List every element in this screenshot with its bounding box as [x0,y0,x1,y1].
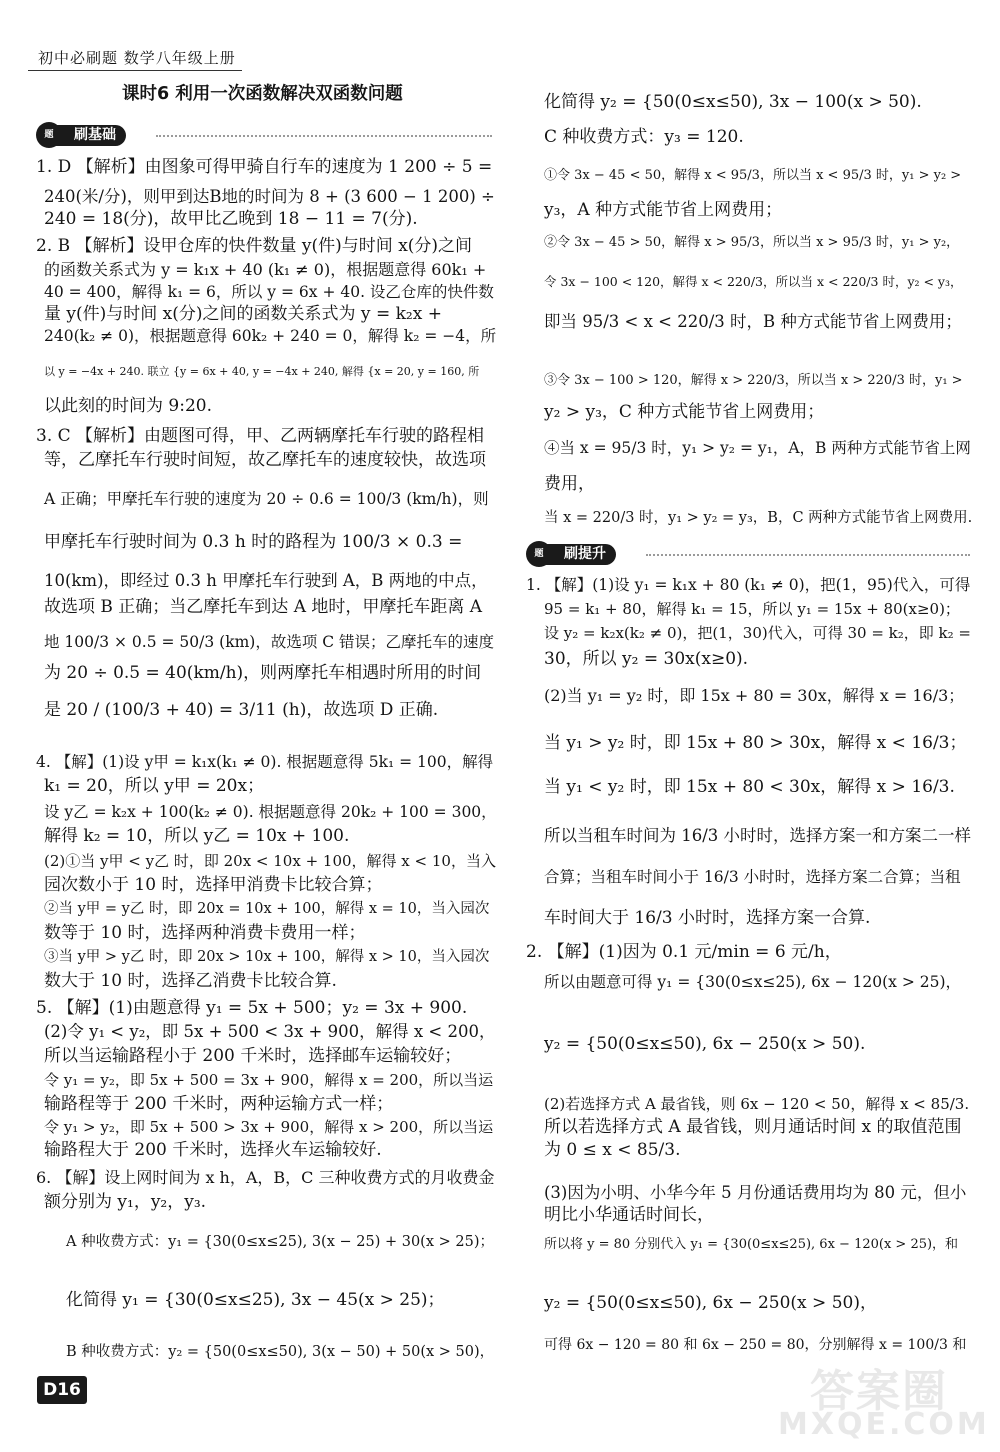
left-text-line: 6. 【解】设上网时间为 x h，A，B，C 三种收费方式的月收费金 [36,1168,495,1187]
left-text-line: A 正确；甲摩托车行驶的速度为 20 ÷ 0.6 = 100/3 (km/h)，则 [44,490,489,508]
right-text-line: 当 x = 220/3 时，y₁ > y₂ = y₃，B，C 两种方式能节省上网费用. [544,510,973,526]
right-text-line: y₂ > y₃，C 种方式能节省上网费用； [544,402,825,422]
watermark-url: MXQE.COM [778,1407,990,1442]
left-text-line: 240(k₂ ≠ 0)，根据题意得 60k₂ + 240 = 0，解得 k₂ = −4，所 [44,327,497,345]
left-text-line: 1. D 【解析】由图象可得甲骑自行车的速度为 1 200 ÷ 5 = [36,157,493,177]
left-text-line: 是 20 / (100/3 + 40) = 3/11 (h)，故选项 D 正确. [44,700,439,720]
dotted-divider [156,135,492,137]
right-text-line: 合算；当租车时间小于 16/3 小时时，选择方案二合算；当租 [544,868,961,886]
left-text-line: 解得 k₂ = 10，所以 y乙 = 10x + 100. [44,826,350,846]
left-text-line: 为 20 ÷ 0.5 = 40(km/h)，则两摩托车相遇时所用的时间 [44,663,482,683]
section-badge-icon: 题 [526,541,552,567]
right-text-line: y₃，A 种方式能节省上网费用； [544,200,783,220]
left-text-line: 地 100/3 × 0.5 = 50/3 (km)，故选项 C 错误；乙摩托车的速度 [44,633,495,651]
left-text-line: 量 y(件)与时间 x(分)之间的函数关系式为 y = k₂x + [44,304,442,324]
watermark-logo [770,1355,992,1445]
section-basic-header [36,122,492,150]
right-text-line: 可得 6x − 120 = 80 和 6x − 250 = 80，分别解得 x = 100/3 和 [544,1337,967,1353]
right-text-line: 所以若选择方式 A 最省钱，则月通话时间 x 的取值范围 [544,1117,962,1137]
right-text-line: 2. 【解】(1)因为 0.1 元/min = 6 元/h， [526,942,842,962]
right-text-line: ④当 x = 95/3 时，y₁ > y₂ = y₁，A，B 两种方式能节省上网 [544,439,971,457]
dotted-divider [646,554,970,556]
right-text-line: (3)因为小明、小华今年 5 月份通话费用均为 80 元，但小 [544,1183,967,1202]
right-text-line: (2)当 y₁ = y₂ 时，即 15x + 80 = 30x，解得 x = 16/3； [544,686,965,705]
right-text-line: 化简得 y₂ = {50(0≤x≤50), 3x − 100(x > 50). [544,92,922,112]
left-text-line: 所以当运输路程小于 200 千米时，选择邮车运输较好； [44,1046,462,1066]
right-text-line: C 种收费方式：y₃ = 120. [544,127,744,147]
right-text-line: 为 0 ≤ x < 85/3. [544,1140,681,1160]
left-text-line: 设 y乙 = k₂x + 100(k₂ ≠ 0). 根据题意得 20k₂ + 100 = 300， [44,803,497,821]
left-text-line: k₁ = 20，所以 y甲 = 20x； [44,776,265,796]
right-text-line: 1. 【解】(1)设 y₁ = k₁x + 80 (k₁ ≠ 0)，把(1，95)代入，可得 [526,576,971,594]
left-text-line: 数等于 10 时，选择两种消费卡费用一样； [44,923,366,943]
right-text-line: 设 y₂ = k₂x(k₂ ≠ 0)，把(1，30)代入，可得 30 = k₂，即 k₂ = [544,624,971,642]
left-text-line: (2)令 y₁ < y₂，即 5x + 500 < 3x + 900，解得 x < 200， [44,1022,496,1041]
left-text-line: 额分别为 y₁，y₂，y₃. [44,1192,207,1212]
left-text-line: 输路程大于 200 千米时，选择火车运输较好. [44,1140,382,1160]
left-text-line: 240 = 18(分)，故甲比乙晚到 18 − 11 = 7(分). [44,209,418,229]
left-text-line: 数大于 10 时，选择乙消费卡比较合算. [44,971,337,991]
left-text-line: 园次数小于 10 时，选择甲消费卡比较合算； [44,875,383,895]
left-text-line: 以 y = −4x + 240. 联立 {y = 6x + 40, y = −4x + 240, 解得 {x = 20, y = 160, 所 [44,365,480,378]
right-text-line: 所以将 y = 80 分别代入 y₁ = {30(0≤x≤25), 6x − 120(x > 25)，和 [544,1237,959,1252]
right-text-line: 当 y₁ > y₂ 时，即 15x + 80 > 30x，解得 x < 16/3； [544,733,967,753]
right-text-line: 所以由题意可得 y₁ = {30(0≤x≤25), 6x − 120(x > 25)， [544,973,962,991]
left-text-line: 输路程等于 200 千米时，两种运输方式一样； [44,1094,394,1114]
left-text-line: A 种收费方式：y₁ = {30(0≤x≤25), 3(x − 25) + 30(x > 25)； [66,1234,494,1250]
right-text-line: 95 = k₁ + 80，解得 k₁ = 15，所以 y₁ = 15x + 80(x≥0)； [544,600,960,618]
right-text-line: 明比小华通话时间长， [544,1205,714,1225]
left-text-line: 等，乙摩托车行驶时间短，故乙摩托车的速度较快，故选项 [44,450,486,470]
right-text-line: 即当 95/3 < x < 220/3 时，B 种方式能节省上网费用； [544,312,962,331]
left-text-line: ②当 y甲 = y乙 时，即 20x = 10x + 100，解得 x = 10，当入园次 [44,901,490,917]
section-advance-label: 刷提升 [544,544,616,565]
left-text-line: 令 y₁ = y₂，即 5x + 500 = 3x + 900，解得 x = 200，所以当运 [44,1071,494,1089]
left-text-line: 故选项 B 正确；当乙摩托车到达 A 地时，甲摩托车距离 A [44,597,483,617]
watermark-text: 答案圈 [810,1366,948,1417]
left-text-line: (2)①当 y甲 < y乙 时，即 20x < 10x + 100，解得 x < 10，当入 [44,852,496,870]
right-text-line: 令 3x − 100 < 120，解得 x < 220/3，所以当 x < 220/3 时，y₂ < y₃， [544,274,963,289]
left-text-line: 4. 【解】(1)设 y甲 = k₁x(k₁ ≠ 0). 根据题意得 5k₁ = 100，解得 [36,753,494,771]
left-text-line: ③当 y甲 > y乙 时，即 20x > 10x + 100，解得 x > 10，当入园次 [44,949,490,965]
section-badge-icon: 题 [36,122,62,148]
left-text-line: 化简得 y₁ = {30(0≤x≤25), 3x − 45(x > 25)； [66,1290,445,1310]
right-text-line: 车时间大于 16/3 小时时，选择方案一合算. [544,908,871,928]
section-basic-label: 刷基础 [54,125,126,146]
page-number: D16 [37,1376,87,1404]
left-text-line: 的函数关系式为 y = k₁x + 40 (k₁ ≠ 0)，根据题意得 60k₁ + [44,260,487,279]
left-text-line: 令 y₁ > y₂，即 5x + 500 > 3x + 900，解得 x > 200，所以当运 [44,1118,494,1136]
right-text-line: 所以当租车时间为 16/3 小时时，选择方案一和方案二一样 [544,826,972,845]
right-text-line: y₂ = {50(0≤x≤50), 6x − 250(x > 50). [544,1034,866,1054]
right-text-line: ①令 3x − 45 < 50，解得 x < 95/3，所以当 x < 95/3 时，y₁ > y₂ > [544,168,962,183]
right-text-line: 费用， [544,474,595,494]
lesson-title: 课时6 利用一次函数解决双函数问题 [122,84,403,104]
left-text-line: 10(km)，即经过 0.3 h 甲摩托车行驶到 A，B 两地的中点， [44,571,488,590]
right-text-line: (2)若选择方式 A 最省钱，则 6x − 120 < 50，解得 x < 85/3. [544,1095,970,1113]
section-advance-header [526,541,970,569]
left-text-line: 240(米/分)，则甲到达B地的时间为 8 + (3 600 − 1 200) ÷ [44,187,495,206]
right-text-line: ②令 3x − 45 > 50，解得 x > 95/3，所以当 x > 95/3 时，y₁ > y₂， [544,235,960,250]
left-text-line: 以此刻的时间为 9:20. [44,396,212,416]
left-text-line: 5. 【解】(1)由题意得 y₁ = 5x + 500；y₂ = 3x + 900. [36,998,468,1018]
left-text-line: 3. C 【解析】由题图可得，甲、乙两辆摩托车行驶的路程相 [36,426,485,446]
left-text-line: 2. B 【解析】设甲仓库的快件数量 y(件)与时间 x(分)之间 [36,236,473,256]
left-text-line: B 种收费方式：y₂ = {50(0≤x≤50), 3(x − 50) + 50(x > 50)， [66,1344,495,1360]
left-text-line: 甲摩托车行驶时间为 0.3 h 时的路程为 100/3 × 0.3 = [44,532,463,552]
right-text-line: y₂ = {50(0≤x≤50), 6x − 250(x > 50)， [544,1293,877,1313]
running-header: 初中必刷题 数学八年级上册 [28,47,242,71]
left-text-line: 40 = 400，解得 k₁ = 6，所以 y = 6x + 40. 设乙仓库的快件数 [44,283,494,301]
right-text-line: 30，所以 y₂ = 30x(x≥0). [544,649,749,669]
right-text-line: 当 y₁ < y₂ 时，即 15x + 80 < 30x，解得 x > 16/3. [544,777,955,797]
right-text-line: ③令 3x − 100 > 120，解得 x > 220/3，所以当 x > 220/3 时，y₁ > [544,373,963,388]
